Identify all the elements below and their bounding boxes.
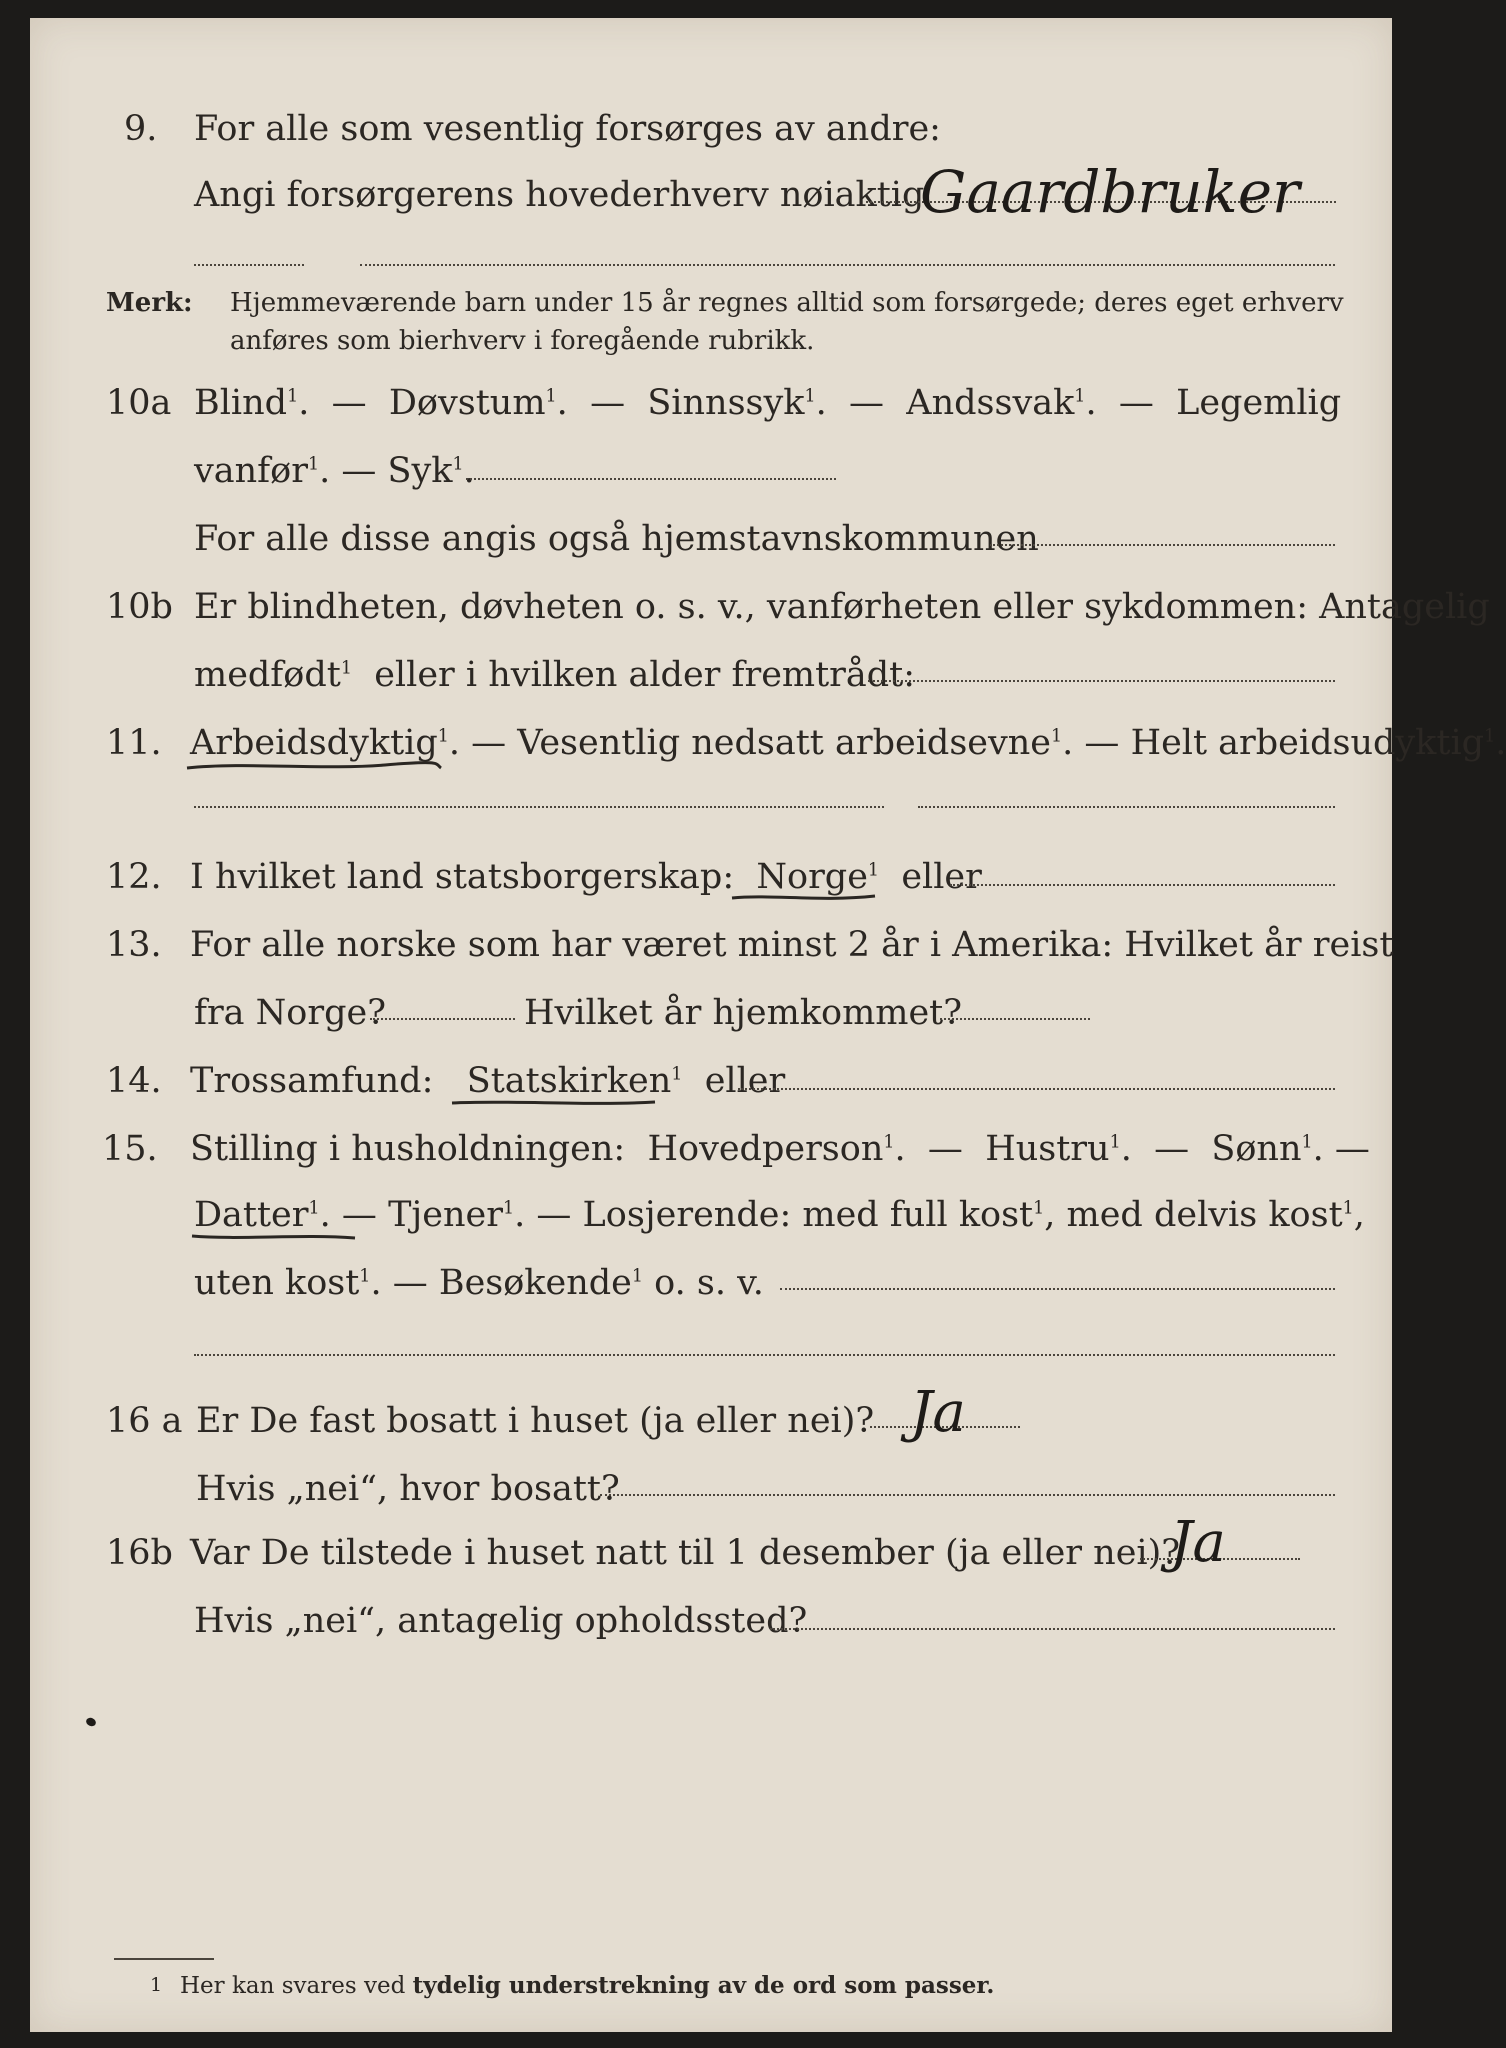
- q15-number: 15.: [102, 1129, 158, 1169]
- q15-line2: Datter$^1$. — Tjener$^1$. — Losjerende: med full kost$^1$, med delvis kost$^1$,: [194, 1195, 1365, 1235]
- q16a-number: 16 a: [106, 1401, 183, 1441]
- q14-line: Trossamfund: Statskirken$^1$ eller: [190, 1061, 786, 1101]
- q16a-line2-blank: [600, 1494, 1335, 1496]
- q16b-line2-blank: [770, 1628, 1335, 1630]
- q13-number: 13.: [106, 925, 162, 965]
- q9-line1: For alle som vesentlig forsørges av andre:: [194, 109, 941, 149]
- q16a-answer: Ja: [910, 1380, 966, 1445]
- q10a-line1: Blind$^1$. — Døvstum$^1$. — Sinnssyk$^1$. — Andssvak$^1$. — Legemlig: [194, 383, 1342, 423]
- q11-blank-2: [918, 806, 1335, 808]
- q9-extra-line-1: [194, 264, 304, 266]
- footnote-text: Her kan svares ved tydelig understrekning av de ord som passer.: [180, 1972, 995, 1999]
- q10a-number: 10a: [106, 383, 172, 423]
- q10a-line2-blank: [466, 478, 836, 480]
- q15-blank: [780, 1288, 1335, 1290]
- q11-number: 11.: [106, 723, 162, 763]
- q13-blank-1: [370, 1018, 515, 1020]
- q13-blank-2: [940, 1018, 1090, 1020]
- q13-line2b: Hvilket år hjemkommet?: [524, 993, 963, 1033]
- q16b-number: 16b: [106, 1533, 173, 1573]
- footnote-rule: [114, 1958, 214, 1960]
- q15-line3: uten kost$^1$. — Besøkende$^1$ o. s. v.: [194, 1263, 764, 1303]
- q10a-line3: For alle disse angis også hjemstavnskommunen: [194, 519, 1039, 559]
- q14-number: 14.: [106, 1061, 162, 1101]
- q16b-line1: Var De tilstede i huset natt til 1 desember (ja eller nei)?: [190, 1533, 1181, 1573]
- q10b-line2: medfødt$^1$ eller i hvilken alder fremtrådt:: [194, 655, 916, 695]
- merk-label: Merk:: [106, 288, 193, 318]
- q11-blank-1: [194, 806, 884, 808]
- q13-line2a: fra Norge?: [194, 993, 386, 1033]
- q13-line1: For alle norske som har været minst 2 år i Amerika: Hvilket år reist: [190, 925, 1394, 965]
- q10a-line2: vanfør$^1$. — Syk$^1$.: [194, 451, 475, 491]
- q10b-line2-blank: [868, 680, 1335, 682]
- q14-underline-mark: [450, 1094, 660, 1112]
- q16a-line2: Hvis „nei“, hvor bosatt?: [196, 1469, 620, 1509]
- q15-underline-mark: [190, 1228, 360, 1246]
- q11-line1: Arbeidsdyktig$^1$. — Vesentlig nedsatt arbeidsevne$^1$. — Helt arbeidsudyktig$^1$.: [190, 723, 1506, 763]
- q11-underline-mark: [185, 756, 445, 776]
- q16b-answer: Ja: [1170, 1510, 1226, 1575]
- merk-line2: anføres som bierhverv i foregående rubrikk.: [230, 326, 815, 356]
- q12-blank: [950, 884, 1335, 886]
- q10b-line1: Er blindheten, døvheten o. s. v., vanførheten eller sykdommen: Antagelig: [194, 587, 1490, 627]
- footnote-mark: 1: [150, 1974, 163, 1996]
- q10a-line3-blank: [990, 544, 1335, 546]
- q16a-line1: Er De fast bosatt i huset (ja eller nei)?: [196, 1401, 875, 1441]
- q15-line1: Stilling i husholdningen: Hovedperson$^1$. — Hustru$^1$. — Sønn$^1$. —: [190, 1129, 1370, 1169]
- q14-blank: [738, 1088, 1335, 1090]
- q9-answer: Gaardbruker: [920, 158, 1300, 226]
- q12-number: 12.: [106, 857, 162, 897]
- q10b-number: 10b: [106, 587, 173, 627]
- census-form-page: [30, 18, 1506, 2032]
- q9-number: 9.: [124, 109, 158, 149]
- q12-underline-mark: [730, 888, 880, 908]
- q9-extra-line-2: [360, 264, 1335, 266]
- q12-line: I hvilket land statsborgerskap: Norge$^1$ eller: [190, 857, 982, 897]
- q9-line2: Angi forsørgerens hovederhverv nøiaktig: [194, 175, 925, 215]
- ink-dot: [85, 1716, 97, 1727]
- q16b-line2: Hvis „nei“, antagelig opholdssted?: [194, 1601, 808, 1641]
- q15-extra-blank: [194, 1354, 1335, 1356]
- merk-line1: Hjemmeværende barn under 15 år regnes alltid som forsørgede; deres eget erhverv: [230, 288, 1344, 318]
